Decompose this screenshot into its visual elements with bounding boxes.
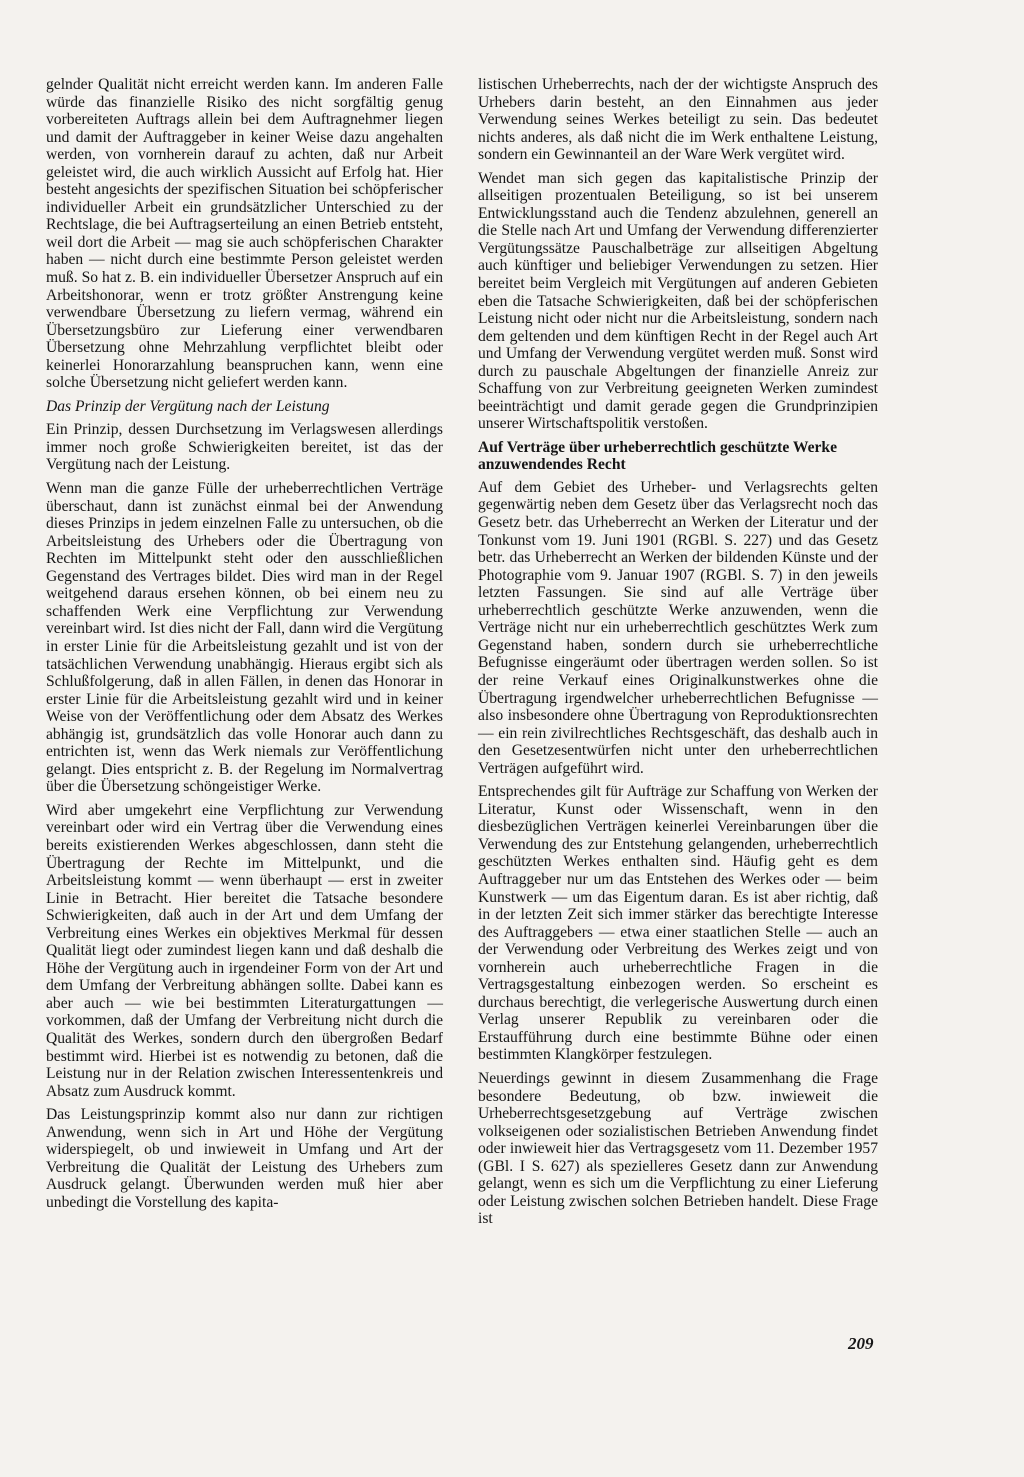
body-paragraph: listischen Urheberrechts, nach der der wichtigste Anspruch des Urhebers darin besteht, an den Einnahmen aus jeder Verwendung seines Werkes beteiligt zu sein. Das bedeutet nichts anderes, als daß nicht die im Werk enthaltene Leistung, sondern ein Gewinnanteil an der Ware Werk vergütet wird.: [478, 76, 878, 164]
body-paragraph: Entsprechendes gilt für Aufträge zur Schaffung von Werken der Literatur, Kunst oder Wissenschaft, wenn in den diesbezüglichen Verträgen keinerlei Vereinbarungen über die Verwendung des zur Entstehung gelangenden, urheberrechtlich geschützten Werkes enthalten sind. Häufig geht es dem Auftraggeber nur um das Entstehen des Werkes oder — beim Kunstwerk — um das Eigentum daran. Es ist aber richtig, daß in der letzten Zeit sich immer stärker das berechtigte Interesse des Auftraggebers — etwa einer staatlichen Stelle — auch an der Verwendung oder Verbreitung des Werkes zeigt und von vornherein auch urheberrechtliche Fragen in die Vertragsgestaltung einbezogen werden. So erscheint es durchaus berechtigt, die verlegerische Auswertung durch einen Verlag unserer Republik zu vereinbaren oder die Erstaufführung durch eine bestimmte Bühne oder einen bestimmten Klangkörper festzulegen.: [478, 783, 878, 1064]
right-column: [478, 76, 878, 1234]
body-paragraph: Neuerdings gewinnt in diesem Zusammenhang die Frage besondere Bedeutung, ob bzw. inwieweit die Urheberrechtsgesetzgebung auf Verträge zwischen volkseigenen oder sozialistischen Betrieben Anwendung findet oder inwieweit hier das Vertragsgesetz vom 11. Dezember 1957 (GBl. I S. 627) als spezielleres Gesetz dann zur Anwendung gelangt, wenn es sich um die Verpflichtung zu einer Lieferung oder Leistung zwischen solchen Betrieben handelt. Diese Frage ist: [478, 1069, 878, 1228]
body-paragraph: Wird aber umgekehrt eine Verpflichtung zur Verwendung vereinbart oder wird ein Vertrag über die Verwendung eines bereits existierenden Werkes abgeschlossen, dann steht die Übertragung der Rechte im Mittelpunkt, und die Arbeitsleistung kommt — wenn überhaupt — erst in zweiter Linie in Betracht. Hier bereitet die Tatsache besondere Schwierigkeiten, daß auch in der Art und dem Umfang der Verbreitung eines Werkes ein objektives Merkmal für dessen Qualität liegt oder zumindest liegen kann und daß deshalb die Höhe der Vergütung auch in irgendeiner Form von der Art und dem Umfang der Verbreitung abhängen sollte. Dabei kann es aber auch — wie bei bestimmten Literaturgattungen — vorkommen, daß der Umfang der Verbreitung nicht durch die Qualität des Werkes, sondern durch den übergroßen Bedarf bestimmt wird. Hierbei ist es notwendig zu betonen, daß die Leistung nur in der Relation zwischen Interessentenkreis und Absatz zum Ausdruck kommt.: [46, 801, 443, 1100]
body-paragraph: Wenn man die ganze Fülle der urheberrechtlichen Verträge überschaut, dann ist zunächst einmal bei der Anwendung dieses Prinzips in jedem einzelnen Falle zu untersuchen, ob die Arbeitsleistung des Urhebers oder die Übertragung von Rechten im Mittelpunkt steht oder den ausschließlichen Gegenstand des Vertrages bildet. Dies wird man in der Regel weitgehend daraus ersehen können, ob bei einem neu zu schaffenden Werk eine Verpflichtung zur Verwendung vereinbart wird. Ist dies nicht der Fall, dann wird die Vergütung in erster Linie für die Arbeitsleistung gezahlt und ist von der tatsächlichen Verwendung unabhängig. Hieraus ergibt sich als Schlußfolgerung, daß in allen Fällen, in denen das Honorar in erster Linie für die Arbeitsleistung gezahlt wird und in keiner Weise von der Veröffentlichung oder dem Absatz des Werkes abhängig ist, grundsätzlich das volle Honorar auch dann zu entrichten ist, wenn das Werk niemals zur Veröffentlichung gelangt. Dies entspricht z. B. der Regelung im Normalvertrag über die Übersetzung schöngeistiger Werke.: [46, 480, 443, 796]
page-number: 209: [848, 1334, 874, 1353]
body-paragraph: Auf dem Gebiet des Urheber- und Verlagsrechts gelten gegenwärtig neben dem Gesetz über das Verlagsrecht noch das Gesetz betr. das Urheberrecht an Werken der Literatur und der Tonkunst vom 19. Juni 1901 (RGBl. S. 227) und das Gesetz betr. das Urheberrecht an Werken der bildenden Künste und der Photographie vom 9. Januar 1907 (RGBl. S. 7) in den jeweils letzten Fassungen. Sie sind auf alle Verträge über urheberrechtlich geschützte Werke anzuwenden, wenn die Verträge nicht nur ein urheberrechtlich geschütztes Werk zum Gegenstand haben, sondern durch sie urheberrechtliche Befugnisse eingeräumt oder übertragen werden sollen. So ist der reine Verkauf eines Originalkunstwerkes ohne die Übertragung irgendwelcher urheberrechtlichen Befugnisse — also insbesondere ohne Übertragung von Reproduktionsrechten — ein rein zivilrechtliches Rechtsgeschäft, das deshalb auch in den Gesetzesentwürfen nicht unter den urheberrechtlichen Verträgen aufgeführt wird.: [478, 478, 878, 777]
left-column: [46, 76, 443, 1217]
body-paragraph: Wendet man sich gegen das kapitalistische Prinzip der allseitigen prozentualen Beteiligung, so ist bei unserem Entwicklungsstand auch die Tendenz abzulehnen, generell an die Stelle nach Art und Umfang der Verwendung differenzierter Vergütungssätze Pauschalbeträge zur allseitigen Abgeltung auch künftiger und beliebiger Verwendungen zu setzen. Hier bereitet beim Vergleich mit Vergütungen auf anderen Gebieten eben die Tatsache Schwierigkeiten, daß bei der schöpferischen Leistung nicht oder nicht nur die Arbeitsleistung, sondern nach dem geltenden und dem künftigen Recht in der Regel auch Art und Umfang der Verwendung vergütet werden muß. Sonst wird durch zu pauschale Abgeltungen der finanzielle Anreiz zur Schaffung von zur Verbreitung geeigneten Werken zumindest beeinträchtigt und damit gerade gegen die Grundprinzipien unserer Wirtschaftspolitik verstoßen.: [478, 169, 878, 433]
body-paragraph: gelnder Qualität nicht erreicht werden kann. Im anderen Falle würde das finanzielle Risiko des nicht sorgfältig genug vorbereiteten Auftrags allein bei dem Auftragnehmer liegen und damit der Auftraggeber in keiner Weise dazu angehalten werden, von vornherein darauf zu achten, daß nur Arbeit geleistet wird, die auch wirklich Aussicht auf Erfolg hat. Hier besteht angesichts der spezifischen Situation bei schöpferischer individueller Arbeit ein grundsätzlicher Unterschied zu der Rechtslage, die bei Auftragserteilung an einen Betrieb entsteht, weil dort die Arbeit — mag sie auch schöpferischen Charakter haben — nicht durch eine bestimmte Person geleistet werden muß. So hat z. B. ein individueller Übersetzer Anspruch auf ein Arbeitshonorar, wenn er trotz größter Anstrengung keine verwendbare Übersetzung zu liefern vermag, während ein Übersetzungsbüro zur Lieferung einer verwendbaren Übersetzung ohne Mehrzahlung verpflichtet bleibt oder keinerlei Honorarzahlung beanspruchen kann, wenn eine solche Übersetzung nicht geliefert werden kann.: [46, 76, 443, 392]
section-heading: Auf Verträge über urheberrechtlich geschützte Werke anzuwendendes Recht: [478, 438, 838, 473]
body-paragraph: Das Leistungsprinzip kommt also nur dann zur richtigen Anwendung, wenn sich in Art und Höhe der Vergütung widerspiegelt, ob und inwieweit in Umfang und Art der Verbreitung die Qualität der Leistung des Urhebers zum Ausdruck gelangt. Überwunden werden muß hier aber unbedingt die Vorstellung des kapita-: [46, 1106, 443, 1211]
body-paragraph: Ein Prinzip, dessen Durchsetzung im Verlagswesen allerdings immer noch große Schwierigkeiten bereitet, ist das der Vergütung nach der Leistung.: [46, 421, 443, 474]
section-heading: Das Prinzip der Vergütung nach der Leistung: [46, 397, 330, 415]
